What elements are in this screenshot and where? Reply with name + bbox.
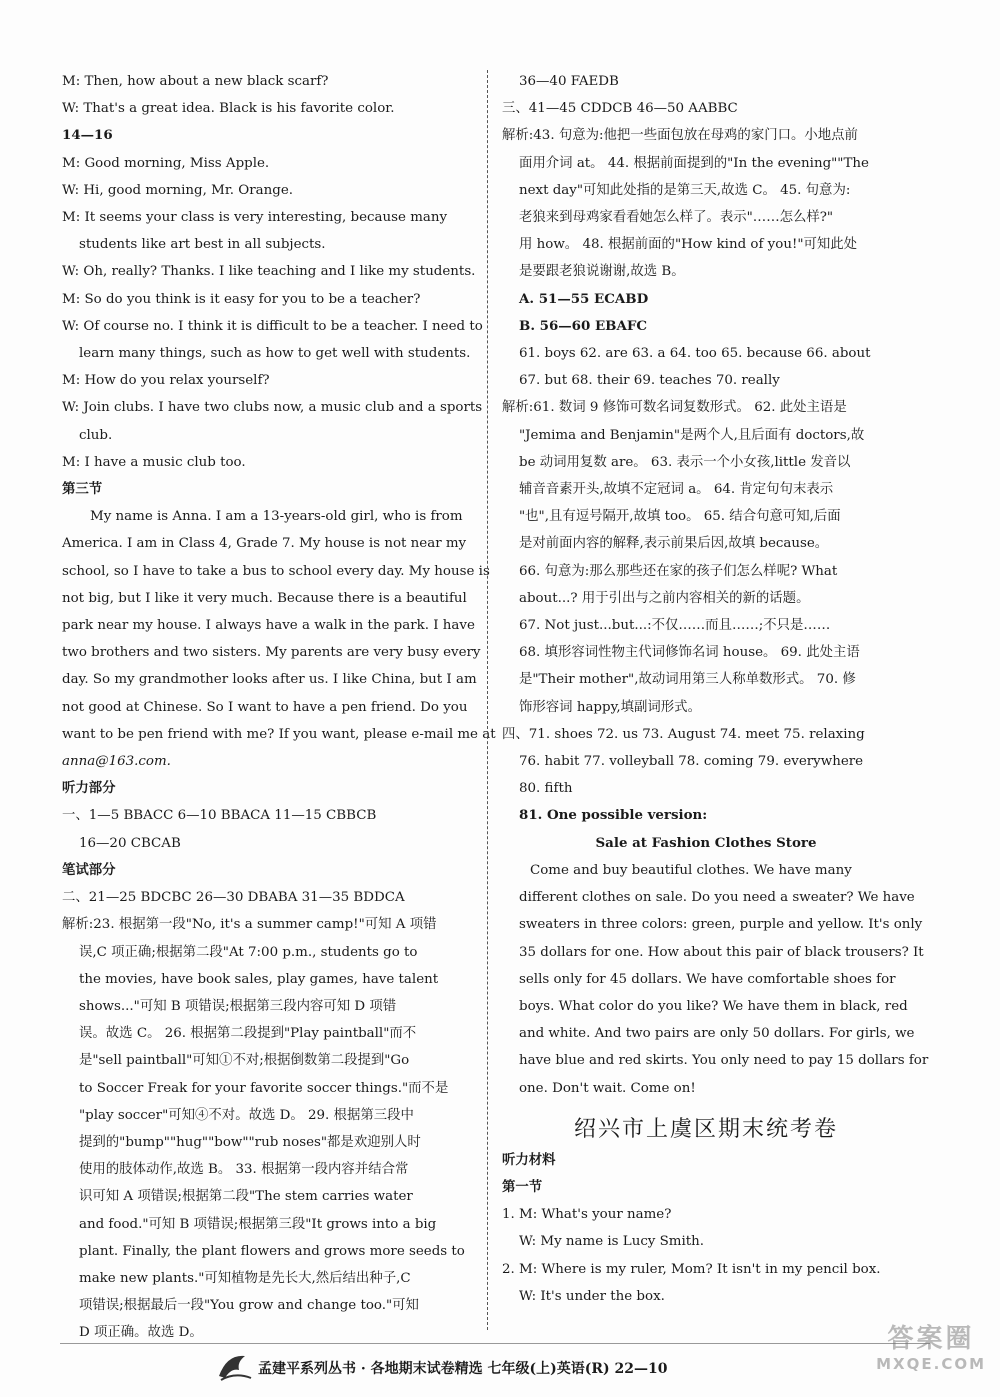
text-line: W: That's a great idea. Black is his favorite color. (62, 101, 395, 117)
text-line: "play soccer"可知④不对。故选 D。 29. 根据第三段中 (79, 1107, 414, 1123)
text-line: 一、1—5 BBACC 6—10 BBACA 11—15 CBBCB (62, 808, 377, 824)
text-line: 80. fifth (519, 781, 573, 797)
text-line: be 动词用复数 are。 63. 表示一个小女孩,little 发音以 (519, 454, 851, 470)
text-line: sells only for 45 dollars. We have comfortable shoes for (519, 971, 896, 987)
text-line: M: It seems your class is very interesting, because many (62, 210, 448, 226)
footer-rule (60, 1343, 930, 1344)
text-line: W: It's under the box. (519, 1288, 665, 1304)
watermark (876, 1318, 986, 1373)
text-line: Come and buy beautiful clothes. We have many (530, 862, 852, 878)
text-line: 67. Not just...but...:不仅……而且……;不只是…… (519, 618, 831, 634)
right-column-bottom (502, 1147, 910, 1310)
text-line: 听力材料 (502, 1151, 556, 1168)
text-line: B. 56—60 EBAFC (519, 317, 648, 334)
text-line: 识可知 A 项错误;根据第二段"The stem carries water (79, 1189, 413, 1205)
text-line: 解析:43. 句意为:他把一些面包放在母鸡的家门口。小地点前 (502, 128, 858, 144)
text-line: M: How do you relax yourself? (62, 373, 270, 389)
text-line: A. 51—55 ECABD (519, 290, 649, 307)
text-line: make new plants."可知植物是先长大,然后结出种子,C (79, 1270, 411, 1286)
text-line: 笔试部分 (62, 861, 116, 878)
text-line: and food."可知 B 项错误;根据第三段"It grows into a big (79, 1216, 437, 1232)
text-line: not big, but I like it very much. Because there is a beautiful (62, 590, 467, 606)
text-line: 是要跟老狼说谢谢,故选 B。 (519, 264, 685, 280)
watermark-url: MXQE.COM (876, 1355, 986, 1373)
footer-text: 孟建平系列丛书 · 各地期末试卷精选 七年级(上)英语(R) 22—10 (258, 1361, 668, 1377)
text-line: 1. M: What's your name? (502, 1207, 672, 1223)
text-line: have blue and red skirts. You only need to pay 15 dollars for (519, 1053, 929, 1069)
text-line: W: Of course no. I think it is difficult to be a teacher. I need to (62, 318, 483, 334)
text-line: 16—20 CBCAB (79, 835, 181, 851)
text-line: 第一节 (502, 1178, 543, 1195)
text-line: 饰形容词 happy,填副词形式。 (519, 699, 701, 715)
text-line: 36—40 FAEDB (519, 74, 619, 89)
text-line: 76. habit 77. volleyball 78. coming 79. everywhere (519, 754, 864, 770)
text-line: 解析:23. 根据第一段"No, it's a summer camp!"可知 A 项错 (62, 917, 437, 933)
text-line: 是"sell paintball"可知①不对;根据倒数第二段提到"Go (79, 1053, 410, 1069)
text-line: 用 how。 48. 根据前面的"How kind of you!"可知此处 (519, 237, 858, 253)
text-line: students like art best in all subjects. (79, 237, 326, 253)
text-line: M: I have a music club too. (62, 454, 246, 470)
text-line: W: My name is Lucy Smith. (519, 1234, 705, 1250)
text-line: M: Then, how about a new black scarf? (62, 74, 329, 89)
text-line: 辅音音素开头,故填不定冠词 a。 64. 肯定句句末表示 (519, 482, 834, 498)
text-line: M: So do you think is it easy for you to be a teacher? (62, 291, 421, 307)
text-line: park near my house. I always have a walk in the park. I have (62, 618, 475, 634)
text-line: boys. What color do you like? We have them in black, red (519, 998, 908, 1014)
text-line: 面用介词 at。 44. 根据前面提到的"In the evening""The (519, 155, 869, 171)
section-title: 绍兴市上虞区期末统考卷 (573, 1116, 838, 1142)
text-line: anna@163.com. (62, 754, 171, 770)
watermark-logo-text: 答案圈 (887, 1324, 975, 1354)
left-column (62, 68, 496, 1347)
text-line: My name is Anna. I am a 13-years-old girl, who is from (90, 509, 463, 525)
text-line: 误。故选 C。 26. 根据第二段提到"Play paintball"而不 (79, 1026, 417, 1042)
text-line: 2. M: Where is my ruler, Mom? It isn't in my pencil box. (502, 1261, 881, 1277)
text-line: next day"可知此处指的是第三天,故选 C。 45. 句意为: (519, 182, 851, 198)
text-line: 项错误;根据最后一段"You grow and change too."可知 (79, 1298, 419, 1314)
text-line: one. Don't wait. Come on! (519, 1080, 696, 1096)
text-line: two brothers and two sisters. My parents are very busy every (62, 645, 481, 661)
text-line: 是"Their mother",故动词用第三人称单数形式。 70. 修 (519, 672, 856, 688)
text-line: learn many things, such as how to get well with students. (79, 346, 471, 362)
text-line: W: Join clubs. I have two clubs now, a music club and a sports (62, 400, 483, 416)
text-line: different clothes on sale. Do you need a sweater? We have (519, 890, 915, 906)
text-line: 四、71. shoes 72. us 73. August 74. meet 75. relaxing (502, 726, 865, 742)
text-line: Sale at Fashion Clothes Store (595, 834, 817, 851)
text-line: 误,C 项正确;根据第二段"At 7:00 p.m., students go to (79, 944, 418, 960)
text-line: 听力部分 (62, 780, 116, 797)
text-line: M: Good morning, Miss Apple. (62, 155, 270, 171)
right-column-top (502, 68, 929, 1102)
text-line: plant. Finally, the plant flowers and grows more seeds to (79, 1243, 465, 1259)
right-column (502, 68, 929, 1310)
text-line: 三、41—45 CDDCB 46—50 AABBC (502, 101, 738, 117)
text-line: 老狼来到母鸡家看看她怎么样了。表示"……怎么样?" (519, 210, 834, 226)
text-line: 第三节 (62, 481, 103, 498)
text-line: school, so I have to take a bus to school every day. My house is (62, 563, 490, 579)
text-line: America. I am in Class 4, Grade 7. My house is not near my (62, 536, 467, 552)
text-line: 61. boys 62. are 63. a 64. too 65. because 66. about (519, 346, 871, 362)
text-line: W: Oh, really? Thanks. I like teaching and I like my students. (62, 264, 476, 280)
text-line: 35 dollars for one. How about this pair of black trousers? It (519, 944, 924, 960)
text-line: W: Hi, good morning, Mr. Orange. (62, 182, 294, 198)
text-line: want to be pen friend with me? If you want, please e-mail me at (62, 726, 496, 742)
text-line: to Soccer Freak for your favorite soccer things."而不是 (79, 1080, 449, 1096)
text-line: 67. but 68. their 69. teaches 70. really (519, 373, 780, 389)
text-line: D 项正确。故选 D。 (79, 1325, 203, 1341)
text-line: "Jemima and Benjamin"是两个人,且后面有 doctors,故 (519, 427, 865, 443)
text-line: 68. 填形容词性物主代词修饰名词 house。 69. 此处主语 (519, 645, 860, 661)
text-line: day. So my grandmother looks after us. I like China, but I am (62, 672, 477, 688)
text-line: 81. One possible version: (519, 807, 708, 824)
text-line: 二、21—25 BDCBC 26—30 DBABA 31—35 BDDCA (62, 890, 405, 906)
page-footer (0, 1346, 1000, 1386)
text-line: about...? 用于引出与之前内容相关的新的话题。 (519, 590, 810, 606)
column-divider (487, 70, 488, 1330)
text-line: the movies, have book sales, play games, have talent (79, 971, 439, 987)
text-line: not good at Chinese. So I want to have a pen friend. Do you (62, 699, 468, 715)
text-line: 14—16 (62, 127, 113, 144)
text-line: 解析:61. 数词 9 修饰可数名词复数形式。 62. 此处主语是 (502, 400, 847, 416)
text-line: 66. 句意为:那么那些还在家的孩子们怎么样呢? What (519, 563, 838, 579)
text-line: "也",且有逗号隔开,故填 too。 65. 结合句意可知,后面 (519, 509, 841, 525)
publisher-logo-icon (215, 1348, 255, 1388)
text-line: 使用的肢体动作,故选 B。 33. 根据第一段内容并结合常 (79, 1162, 409, 1178)
text-line: 提到的"bump""hug""bow""rub noses"都是欢迎别人时 (79, 1134, 421, 1150)
text-line: 是对前面内容的解释,表示前果后因,故填 because。 (519, 536, 829, 552)
text-line: and white. And two pairs are only 50 dollars. For girls, we (519, 1026, 915, 1042)
text-line: club. (79, 427, 113, 443)
text-line: sweaters in three colors: green, purple and yellow. It's only (519, 917, 923, 933)
text-line: shows..."可知 B 项错误;根据第三段内容可知 D 项错 (79, 998, 397, 1014)
